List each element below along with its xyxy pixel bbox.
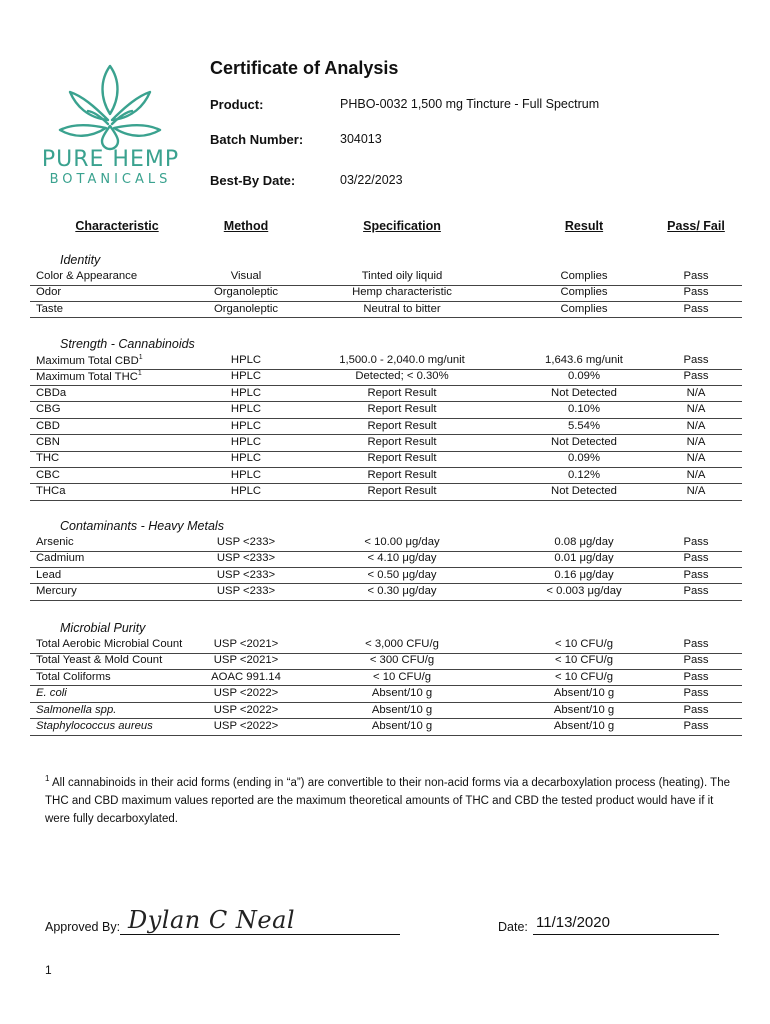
cell-pass-fail: N/A (686, 403, 706, 416)
cell-characteristic: Total Coliforms (36, 670, 111, 683)
section-title: Microbial Purity (60, 621, 146, 635)
cell-characteristic: Cadmium (36, 552, 85, 565)
signature: Dylan C Neal (128, 906, 296, 934)
cell-characteristic: CBN (36, 436, 60, 448)
cell-pass-fail: Pass (683, 703, 709, 716)
cell-pass-fail: Pass (683, 302, 709, 315)
cell-characteristic: CBD (36, 419, 60, 432)
cell-characteristic: Arsenic (36, 536, 74, 548)
cell-specification: Hemp characteristic (352, 286, 452, 299)
batch-label: Batch Number: (210, 132, 304, 147)
cell-specification: Tinted oily liquid (361, 270, 443, 282)
cell-method: USP <2021> (213, 638, 279, 650)
cell-pass-fail: Pass (683, 286, 709, 299)
bestby-value: 03/22/2023 (340, 173, 403, 187)
table-row (30, 451, 742, 468)
table-row (30, 386, 742, 403)
cell-characteristic: E. coli (36, 687, 67, 700)
cell-method: USP <2021> (213, 654, 279, 667)
table-row (30, 535, 742, 552)
cell-result: Not Detected (551, 436, 617, 448)
cell-pass-fail: Pass (683, 638, 709, 650)
cell-pass-fail: Pass (683, 585, 709, 598)
cell-result: 0.08 μg/day (554, 536, 614, 548)
cell-specification: Absent/10 g (371, 687, 433, 700)
cell-result: < 0.003 μg/day (546, 585, 622, 598)
cell-result: Absent/10 g (553, 703, 615, 716)
cell-pass-fail: N/A (686, 436, 706, 448)
batch-value: 304013 (340, 132, 382, 146)
cell-pass-fail: Pass (683, 720, 709, 732)
cell-specification: Report Result (367, 468, 437, 481)
cell-method: HPLC (230, 419, 262, 432)
cell-characteristic: CBDa (36, 386, 67, 399)
cell-result: Complies (560, 302, 608, 315)
cell-specification: < 4.10 μg/day (367, 552, 437, 565)
cell-result: 0.01 μg/day (554, 552, 614, 565)
table-row (30, 435, 742, 452)
table-row (30, 302, 742, 319)
cell-characteristic: Total Aerobic Microbial Count (36, 638, 183, 650)
cell-specification: Report Result (367, 452, 437, 465)
cell-specification: < 0.50 μg/day (367, 568, 437, 581)
table-row (30, 369, 742, 386)
cell-method: HPLC (230, 452, 262, 465)
cell-method: USP <233> (216, 568, 276, 581)
cell-specification: < 3,000 CFU/g (365, 638, 439, 650)
table-row (30, 468, 742, 485)
footnote-text: All cannabinoids in their acid forms (ending in “a”) are convertible to their non-acid forms via a decarboxylation process (heating). The THC and CBD maximum values reported are the maximum theoretical amounts of THC and CBD the tested product would have if it were fully decarboxylated. (45, 776, 731, 825)
cell-method: Organoleptic (213, 286, 279, 299)
cell-characteristic: Odor (36, 286, 62, 299)
cell-specification: 1,500.0 - 2,040.0 mg/unit (339, 354, 465, 366)
cell-method: AOAC 991.14 (211, 670, 281, 683)
signature-line (120, 934, 400, 935)
logo-brand-text: PURE HEMP (41, 147, 180, 172)
column-header-specification: Specification (363, 219, 441, 233)
cell-characteristic: Salmonella spp. (36, 703, 117, 716)
table-row (30, 653, 742, 670)
column-header-characteristic: Characteristic (75, 219, 159, 233)
date-label: Date: (498, 920, 528, 934)
page-title: Certificate of Analysis (210, 58, 399, 78)
cell-specification: Report Result (367, 419, 437, 432)
cell-specification: < 10.00 μg/day (364, 536, 440, 548)
cell-method: USP <2022> (213, 687, 279, 700)
cell-specification: Report Result (367, 386, 437, 399)
cell-pass-fail: Pass (683, 654, 709, 667)
cell-pass-fail: N/A (686, 386, 706, 399)
cell-method: HPLC (230, 468, 262, 481)
cell-characteristic: THC (36, 452, 60, 465)
cell-characteristic: Total Yeast & Mold Count (36, 654, 163, 667)
cell-method: USP <233> (216, 585, 276, 598)
cell-specification: Absent/10 g (371, 720, 433, 732)
footnote-marker: 1 (45, 774, 50, 783)
product-value: PHBO-0032 1,500 mg Tincture - Full Spectrum (340, 97, 600, 111)
table-row (30, 353, 742, 370)
cell-specification: Report Result (367, 403, 437, 416)
cell-characteristic: Maximum Total CBD (36, 354, 139, 367)
column-header-result: Result (564, 219, 604, 233)
cell-pass-fail: Pass (683, 568, 709, 581)
table-row (30, 419, 742, 436)
cell-characteristic: Mercury (36, 585, 77, 598)
cell-pass-fail: Pass (683, 552, 709, 565)
cell-result: 1,643.6 mg/unit (545, 354, 623, 366)
cell-pass-fail: Pass (683, 270, 709, 282)
cell-result: 0.16 μg/day (554, 568, 614, 581)
table-row (30, 285, 742, 302)
cell-method: HPLC (230, 485, 262, 498)
cell-characteristic: Maximum Total THC (36, 371, 138, 384)
cell-result: 0.12% (567, 468, 601, 481)
cell-specification: < 0.30 μg/day (367, 585, 437, 598)
footnote-ref: 1 (138, 354, 143, 361)
cell-pass-fail: Pass (683, 687, 709, 700)
footnote (45, 770, 735, 828)
footnote-ref: 1 (137, 370, 142, 378)
table-row (30, 551, 742, 568)
cell-characteristic: CBC (36, 468, 60, 481)
cell-characteristic: Lead (36, 568, 62, 581)
cell-pass-fail: N/A (686, 485, 706, 498)
approval-date: 11/13/2020 (536, 914, 610, 931)
cell-result: Not Detected (551, 386, 617, 399)
cell-pass-fail: Pass (683, 370, 709, 383)
column-header-pass-fail: Pass/ Fail (667, 219, 725, 233)
table-row (30, 719, 742, 736)
cell-specification: Detected; < 0.30% (355, 370, 449, 383)
date-line (533, 934, 719, 935)
logo-sub-text: BOTANICALS (49, 172, 172, 187)
cell-method: HPLC (230, 403, 262, 416)
cell-characteristic: Color & Appearance (36, 270, 138, 282)
column-header-method: Method (223, 219, 269, 233)
cell-characteristic: Taste (36, 302, 64, 315)
cell-method: Visual (230, 270, 262, 282)
cell-result: 0.09% (567, 452, 601, 465)
bestby-label: Best-By Date: (210, 173, 296, 188)
cell-method: HPLC (230, 436, 262, 448)
cell-method: USP <233> (216, 536, 276, 548)
table-row (30, 670, 742, 687)
cell-method: HPLC (230, 354, 262, 366)
cell-specification: Report Result (367, 436, 437, 448)
table-row (30, 637, 742, 654)
cell-method: USP <233> (216, 552, 276, 565)
cell-characteristic: CBG (36, 403, 61, 416)
cell-result: Absent/10 g (553, 720, 615, 732)
section-title: Contaminants - Heavy Metals (60, 519, 224, 533)
cell-specification: Neutral to bitter (363, 302, 441, 315)
cell-specification: Absent/10 g (371, 703, 433, 716)
cell-method: Organoleptic (213, 302, 279, 315)
section-title: Strength - Cannabinoids (60, 337, 195, 351)
cell-result: Not Detected (551, 485, 617, 498)
cell-method: USP <2022> (213, 703, 279, 716)
cell-pass-fail: Pass (683, 536, 709, 548)
table-row (30, 703, 742, 720)
cell-result: 0.09% (567, 370, 601, 383)
section-title: Identity (60, 253, 101, 267)
cell-specification: < 300 CFU/g (369, 654, 435, 667)
cell-result: 5.54% (567, 419, 601, 432)
cell-specification: Report Result (367, 485, 437, 498)
table-row (30, 402, 742, 419)
cell-pass-fail: N/A (686, 452, 706, 465)
table-row (30, 568, 742, 585)
cell-result: 0.10% (567, 403, 601, 416)
product-label: Product: (210, 97, 264, 112)
table-row (30, 584, 742, 601)
cell-characteristic: Staphylococcus aureus (36, 720, 153, 732)
cell-pass-fail: Pass (683, 354, 709, 366)
cell-result: Complies (560, 286, 608, 299)
cell-method: HPLC (230, 386, 262, 399)
cell-pass-fail: N/A (686, 419, 706, 432)
cell-result: < 10 CFU/g (554, 670, 614, 683)
approved-by-label: Approved By: (45, 920, 121, 934)
table-row (30, 686, 742, 703)
table-row (30, 484, 742, 501)
cell-method: HPLC (230, 370, 262, 383)
page-number: 1 (45, 963, 52, 977)
cell-pass-fail: Pass (683, 670, 709, 683)
cell-result: Absent/10 g (553, 687, 615, 700)
cell-result: Complies (560, 270, 608, 282)
cell-method: USP <2022> (213, 720, 279, 732)
cell-pass-fail: N/A (686, 468, 706, 481)
cell-specification: < 10 CFU/g (372, 670, 432, 683)
cell-result: < 10 CFU/g (554, 654, 614, 667)
table-row (30, 269, 742, 286)
cell-result: < 10 CFU/g (554, 638, 614, 650)
cell-characteristic: THCa (36, 485, 66, 498)
